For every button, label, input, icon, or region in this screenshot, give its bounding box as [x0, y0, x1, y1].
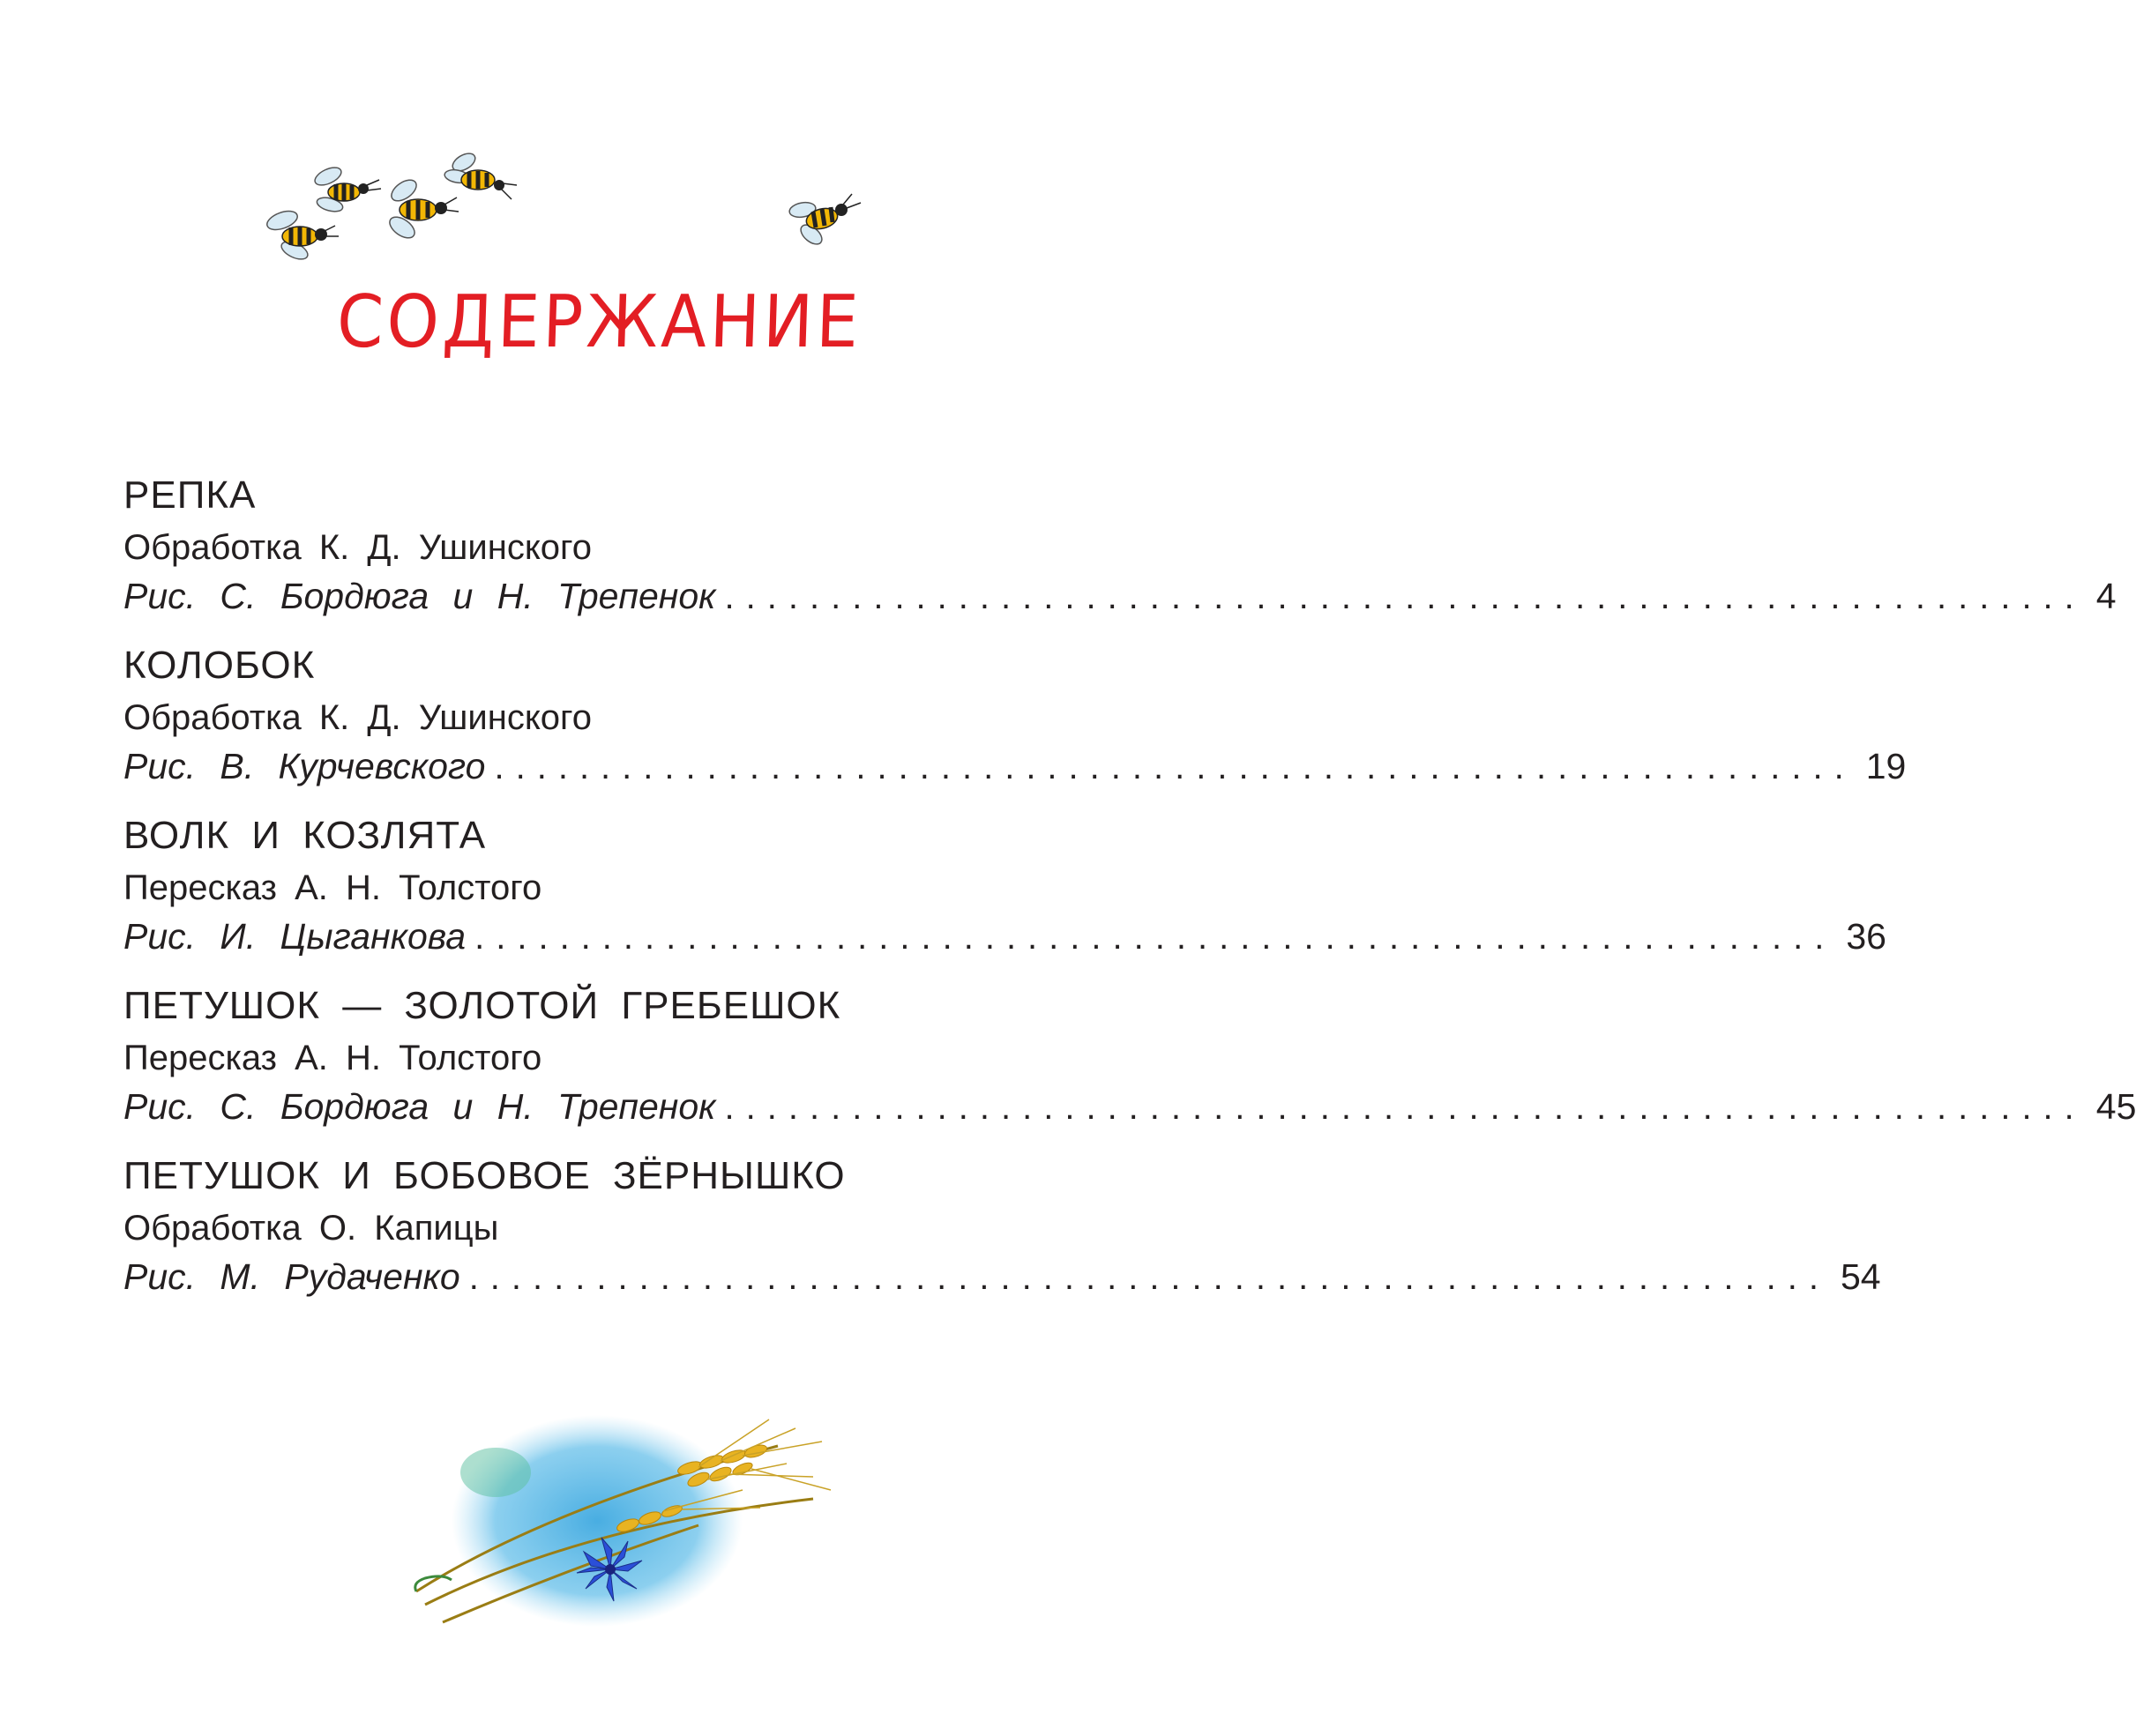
story-source: Пересказ А. Н. Толстого: [123, 868, 542, 907]
dot-leader: ................................................................: [724, 577, 2086, 616]
page-title: СОДЕРЖАНИЕ: [335, 280, 863, 364]
dot-leader: ................................................................: [474, 918, 1836, 957]
table-of-contents: [123, 473, 2136, 1324]
toc-entry: [123, 1154, 1881, 1324]
illustrator: Рис. В. Курчевского: [123, 746, 486, 786]
wheat-cornflower-illustration: [407, 1393, 848, 1640]
dot-leader: ................................................................: [724, 1088, 2086, 1127]
toc-entry: [123, 644, 1907, 814]
illustrator-row: [123, 916, 1886, 957]
illustrator: Рис. М. Рудаченко: [123, 1256, 460, 1297]
story-source: Пересказ А. Н. Толстого: [123, 1039, 542, 1077]
story-source: Обработка К. Д. Ушинского: [123, 528, 592, 567]
illustrator: Рис. С. Бордюга и Н. Трепенок: [123, 1086, 716, 1127]
page-number: 45: [2095, 1086, 2136, 1127]
bee-icon: [309, 166, 388, 219]
page-number: 36: [1846, 916, 1886, 957]
bee-icon: [437, 150, 521, 212]
story-title: КОЛОБОК: [123, 644, 316, 687]
page-number: 19: [1865, 746, 1907, 786]
toc-entry: [123, 984, 2136, 1154]
illustrator: Рис. И. Цыганкова: [123, 916, 467, 957]
toc-entry: [123, 473, 2117, 644]
page-number: 4: [2095, 576, 2117, 616]
story-source: Обработка К. Д. Ушинского: [123, 698, 592, 737]
story-title: ВОЛК И КОЗЛЯТА: [123, 814, 487, 857]
toc-entry: [123, 814, 1886, 984]
watercolor-blot: [452, 1415, 743, 1627]
illustrator-row: [123, 1086, 2136, 1128]
bee-icon: [785, 187, 864, 249]
illustrator-row: [123, 1256, 1881, 1298]
story-source: Обработка О. Капицы: [123, 1209, 499, 1248]
story-title: ПЕТУШОК — ЗОЛОТОЙ ГРЕБЕШОК: [123, 984, 841, 1027]
page-number: 54: [1840, 1256, 1881, 1297]
illustrator: Рис. С. Бордюга и Н. Трепенок: [123, 576, 716, 616]
story-title: РЕПКА: [123, 473, 257, 517]
illustrator-row: [123, 576, 2117, 617]
dot-leader: ................................................................: [468, 1258, 1830, 1297]
dot-leader: ................................................................: [494, 748, 1856, 786]
story-title: ПЕТУШОК И БОБОВОЕ ЗЁРНЫШКО: [123, 1154, 846, 1197]
illustrator-row: [123, 746, 1907, 787]
